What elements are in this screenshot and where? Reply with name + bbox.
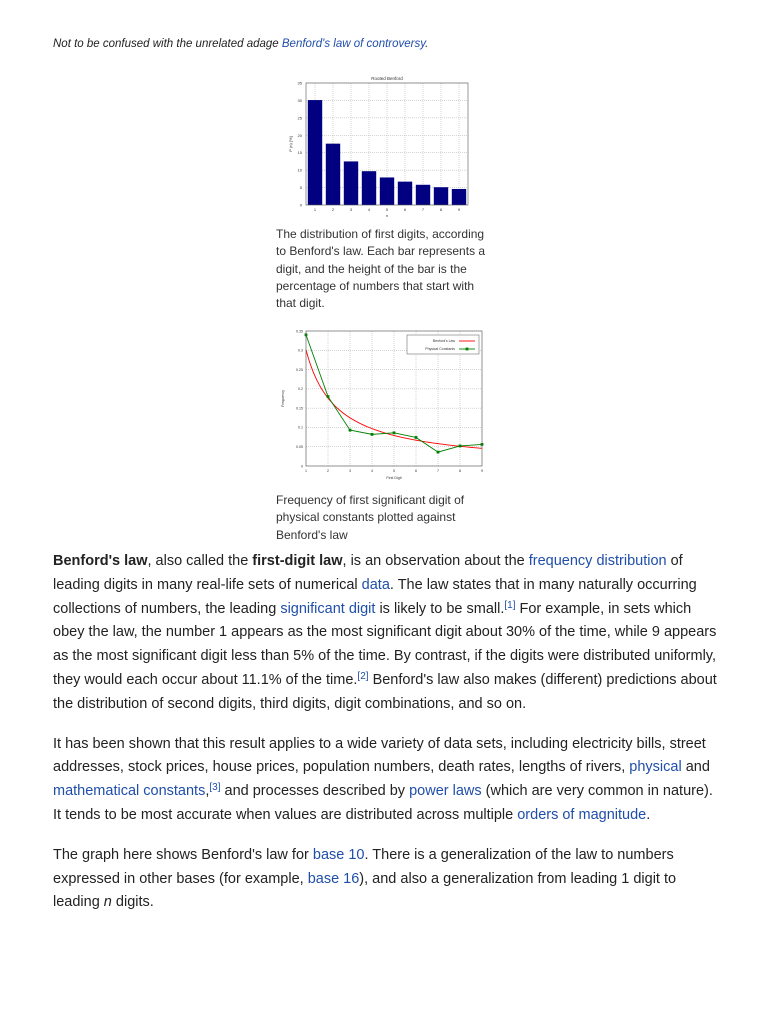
data-point (371, 433, 374, 436)
benford-bar-chart[interactable] (276, 76, 472, 220)
y-tick-label: 0.1 (298, 425, 303, 430)
hatnote-link[interactable]: Benford's law of controversy (281, 38, 426, 50)
y-axis-label: Frequency (281, 390, 285, 407)
text: of leading digits in many real-life sets of numerical (53, 553, 683, 593)
y-tick-label: 0 (299, 202, 302, 208)
x-tick-label: 9 (481, 469, 483, 473)
x-tick-label: 5 (393, 469, 395, 473)
x-tick-label: 8 (439, 207, 443, 212)
link-power-laws[interactable]: power laws (409, 783, 482, 800)
legend-label: Benford's Law (432, 339, 455, 344)
bar (344, 161, 358, 205)
y-tick-label: 5 (299, 185, 302, 191)
x-tick-label: 6 (403, 207, 407, 212)
legend-label: Physical Constants (425, 347, 455, 352)
bar (434, 187, 448, 205)
y-tick-label: 0.15 (296, 406, 303, 411)
term-benfords-law: Benford's law (53, 553, 148, 569)
hatnote-period: . (425, 38, 429, 50)
text: For example, in sets which obey the law, the number 1 appears as the most significant digit about 30% of the time, while 9 appears as the most significant digit less than 5% of the time. By contrast, if the digits were distributed uniformly, they would each occur about 11.1% of the time. (53, 600, 717, 688)
x-tick-label: 4 (367, 207, 371, 212)
y-tick-label: 0.2 (298, 387, 303, 392)
data-point (415, 436, 418, 439)
x-tick-label: 5 (385, 207, 389, 212)
x-tick-label: 6 (415, 469, 417, 473)
x-tick-label: 3 (349, 207, 353, 212)
x-axis-label: First Digit (386, 476, 402, 480)
data-point (327, 395, 330, 398)
text: and processes described by (220, 783, 410, 800)
x-tick-label: 7 (437, 469, 439, 473)
link-base-10[interactable]: base 10 (312, 846, 365, 863)
y-tick-label: 0.05 (296, 445, 303, 450)
y-tick-label: 25 (297, 115, 302, 121)
x-axis-label: n (385, 213, 389, 218)
x-tick-label: 2 (327, 469, 329, 473)
link-physical[interactable]: physical (629, 759, 682, 776)
reference-3[interactable]: [3] (209, 782, 221, 794)
bar (380, 177, 394, 205)
text: . There is a generalization of the law to numbers expressed in other bases (for example, (53, 846, 674, 887)
y-tick-label: 10 (297, 167, 302, 173)
bar (398, 182, 412, 205)
y-axis-label: P (n) [%] (288, 136, 293, 152)
x-tick-label: 2 (331, 207, 335, 212)
x-tick-label: 4 (371, 469, 373, 473)
data-point (437, 451, 440, 454)
y-tick-label: 30 (297, 97, 302, 103)
link-mathematical-constants[interactable]: mathematical constants (53, 783, 206, 800)
paragraph-2 (53, 733, 717, 828)
text: . (646, 806, 651, 823)
physical-constants-line-chart[interactable] (276, 326, 488, 486)
bar (416, 185, 430, 205)
text: is likely to be small. (375, 600, 505, 617)
hatnote (53, 38, 713, 50)
x-tick-label: 1 (305, 469, 307, 473)
figure-caption: Frequency of first significant digit of physical constants plotted against Benford's law (276, 493, 465, 542)
data-point (393, 431, 396, 434)
link-data[interactable]: data (361, 576, 390, 593)
text: and (681, 759, 710, 776)
text: , also called the (147, 553, 253, 569)
y-tick-label: 0 (301, 464, 303, 469)
figure-benford-bar (276, 76, 492, 312)
text: (which are very common in nature). It tends to be most accurate when values are distributed across multiple (53, 783, 713, 823)
reference-1[interactable]: [1] (504, 599, 516, 611)
paragraph-3 (53, 844, 717, 915)
x-tick-label: 8 (459, 469, 461, 473)
data-point (349, 429, 352, 432)
paragraph-1 (53, 550, 717, 717)
variable-n: n (103, 894, 112, 911)
reference-2[interactable]: [2] (357, 670, 369, 682)
text: , (205, 783, 210, 800)
x-tick-label: 1 (313, 207, 317, 212)
link-significant-digit[interactable]: significant digit (280, 600, 376, 617)
y-tick-label: 35 (297, 80, 302, 86)
article-body (53, 550, 717, 931)
y-tick-label: 0.25 (296, 367, 303, 372)
x-tick-label: 3 (349, 469, 351, 473)
bar (326, 144, 340, 205)
text: It has been shown that this result applies to a wide variety of data sets, including electricity bills, street addresses, stock prices, house prices, population numbers, death rates, lengths of rivers, (53, 735, 706, 776)
text: ), and also a generalization from leading 1 digit to leading (53, 870, 677, 911)
y-tick-label: 0.3 (298, 348, 303, 353)
figure-caption: The distribution of first digits, according to Benford's law. Each bar represents a digit, and the height of the bar is the percentage of numbers that start with that digit. (276, 227, 486, 311)
text: digits. (111, 894, 154, 911)
bar (362, 171, 376, 205)
term-first-digit-law: first-digit law (252, 553, 343, 569)
text: , is an observation about the (342, 553, 529, 569)
y-tick-label: 0.35 (296, 329, 303, 334)
hatnote-text: Not to be confused with the unrelated adage (53, 38, 282, 50)
text: The graph here shows Benford's law for (53, 846, 313, 863)
x-tick-label: 7 (421, 207, 425, 212)
y-tick-label: 20 (297, 132, 302, 138)
bar (452, 189, 466, 205)
legend-marker (466, 348, 469, 351)
bar (308, 100, 322, 205)
link-orders-of-magnitude[interactable]: orders of magnitude (517, 806, 647, 823)
link-frequency-distribution[interactable]: frequency distribution (528, 553, 667, 569)
text: . The law states that in many naturally occurring collections of numbers, the leading (53, 576, 697, 617)
chart-title: Rooted Benford (371, 76, 403, 81)
text: Benford's law also makes (different) predictions about the distribution of second digits, third digits, digit combinations, and so on. (53, 671, 717, 712)
figure-physical-constants (276, 326, 492, 544)
x-tick-label: 9 (457, 207, 461, 212)
y-tick-label: 15 (297, 150, 302, 156)
link-base-16[interactable]: base 16 (307, 870, 360, 887)
data-point (459, 445, 462, 448)
